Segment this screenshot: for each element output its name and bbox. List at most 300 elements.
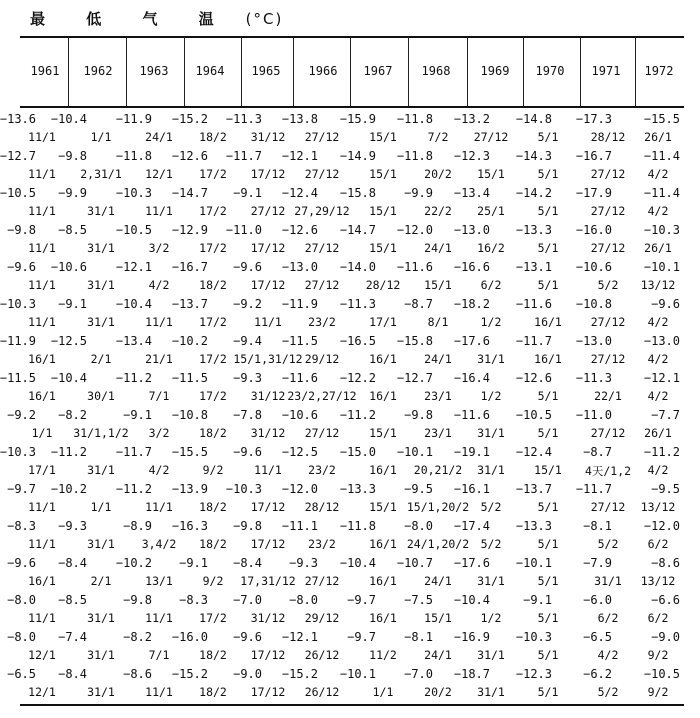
min-temp-date: 27/12 xyxy=(590,315,626,329)
min-temp-date: 18/2 xyxy=(199,130,227,144)
min-temp-value: −10.1 xyxy=(396,445,433,459)
min-temp-value: −9.8 xyxy=(123,593,152,607)
min-temp-date: 17/12 xyxy=(250,167,286,181)
min-temp-date: 31/1 xyxy=(477,426,505,440)
min-temp-date: 20,21/2 xyxy=(413,463,463,477)
min-temp-date: 4/2 xyxy=(148,278,170,292)
min-temp-date: 29/12 xyxy=(304,611,340,625)
min-temp-date: 12/1 xyxy=(28,648,56,662)
min-temp-date: 11/1 xyxy=(254,315,282,329)
min-temp-date: 17/12 xyxy=(250,537,286,551)
min-temp-date: 26/12 xyxy=(304,648,340,662)
min-temp-date: 17/2 xyxy=(199,389,227,403)
min-temp-value: −10.6 xyxy=(50,260,87,274)
top-rule xyxy=(20,36,684,38)
min-temp-value: −10.1 xyxy=(643,260,680,274)
min-temp-value: −9.9 xyxy=(404,186,433,200)
min-temp-value: −11.5 xyxy=(281,334,318,348)
min-temp-value: −13.4 xyxy=(453,186,490,200)
min-temp-date: 1/1 xyxy=(31,426,53,440)
min-temp-value: −6.5 xyxy=(583,630,612,644)
min-temp-value: −9.5 xyxy=(651,482,680,496)
min-temp-date: 17/2 xyxy=(199,204,227,218)
min-temp-date: 4/2 xyxy=(647,352,669,366)
min-temp-value: −9.3 xyxy=(289,556,318,570)
min-temp-value: −7.0 xyxy=(233,593,262,607)
year-header-cell: 1964 xyxy=(195,64,225,78)
min-temp-date: 3/2 xyxy=(148,241,170,255)
min-temp-value: −14.8 xyxy=(515,112,552,126)
min-temp-value: −18.7 xyxy=(453,667,490,681)
min-temp-value: −11.3 xyxy=(225,112,262,126)
min-temp-value: −9.6 xyxy=(7,260,36,274)
min-temp-date: 11/1 xyxy=(145,204,173,218)
min-temp-date: 24/1 xyxy=(145,130,173,144)
min-temp-date: 5/1 xyxy=(537,500,559,514)
min-temp-value: −11.0 xyxy=(575,408,612,422)
min-temp-value: −16.4 xyxy=(453,371,490,385)
min-temp-value: −11.9 xyxy=(115,112,152,126)
header-column-divider xyxy=(408,37,409,106)
min-temp-value: −16.0 xyxy=(171,630,208,644)
min-temp-date: 4天/1,2 xyxy=(584,464,632,478)
min-temp-value: −10.6 xyxy=(281,408,318,422)
min-temp-value: −13.0 xyxy=(453,223,490,237)
min-temp-date: 2,31/1 xyxy=(80,167,122,181)
min-temp-date: 3/2 xyxy=(148,426,170,440)
min-temp-value: −17.3 xyxy=(575,112,612,126)
min-temp-value: −8.3 xyxy=(179,593,208,607)
min-temp-value: −13.0 xyxy=(643,334,680,348)
min-temp-value: −16.5 xyxy=(339,334,376,348)
min-temp-value: −10.8 xyxy=(171,408,208,422)
min-temp-date: 9/2 xyxy=(202,463,224,477)
min-temp-date: 7/2 xyxy=(427,130,449,144)
min-temp-value: −13.9 xyxy=(171,482,208,496)
min-temp-date: 27/12 xyxy=(304,278,340,292)
header-column-divider xyxy=(523,37,524,106)
min-temp-date: 31/1 xyxy=(87,278,115,292)
min-temp-value: −9.5 xyxy=(404,482,433,496)
min-temp-date: 17/2 xyxy=(199,352,227,366)
min-temp-date: 22/1 xyxy=(594,389,622,403)
min-temp-value: −13.7 xyxy=(171,297,208,311)
bottom-rule xyxy=(20,704,684,706)
min-temp-date: 31/1 xyxy=(477,574,505,588)
min-temp-date: 4/2 xyxy=(647,204,669,218)
min-temp-value: −15.2 xyxy=(171,112,208,126)
min-temp-value: −11.6 xyxy=(453,408,490,422)
min-temp-value: −17.9 xyxy=(575,186,612,200)
min-temp-value: −7.5 xyxy=(404,593,433,607)
min-temp-date: 5/1 xyxy=(537,611,559,625)
min-temp-date: 27/12 xyxy=(250,204,286,218)
min-temp-date: 16/1 xyxy=(28,389,56,403)
min-temp-date: 15/1 xyxy=(369,426,397,440)
min-temp-date: 17/12 xyxy=(250,241,286,255)
min-temp-date: 15/1,20/2 xyxy=(406,500,470,514)
min-temp-date: 23/2 xyxy=(308,463,336,477)
year-header-cell: 1961 xyxy=(30,64,60,78)
min-temp-value: −13.4 xyxy=(115,334,152,348)
min-temp-date: 23/2 xyxy=(308,315,336,329)
min-temp-value: −11.2 xyxy=(115,482,152,496)
min-temp-date: 4/2 xyxy=(647,315,669,329)
min-temp-date: 31/12 xyxy=(250,389,286,403)
min-temp-value: −11.6 xyxy=(281,371,318,385)
min-temp-value: −15.0 xyxy=(339,445,376,459)
header-column-divider xyxy=(467,37,468,106)
min-temp-date: 31/12 xyxy=(250,611,286,625)
min-temp-date: 16/1 xyxy=(369,537,397,551)
min-temp-value: −9.7 xyxy=(347,593,376,607)
min-temp-date: 18/2 xyxy=(199,500,227,514)
min-temp-date: 1/1 xyxy=(90,130,112,144)
min-temp-date: 27/12 xyxy=(590,167,626,181)
min-temp-date: 5/2 xyxy=(480,537,502,551)
min-temp-date: 5/1 xyxy=(537,130,559,144)
min-temp-date: 17/1 xyxy=(369,315,397,329)
min-temp-date: 16/2 xyxy=(477,241,505,255)
min-temp-value: −11.4 xyxy=(643,186,680,200)
min-temp-date: 18/2 xyxy=(199,278,227,292)
min-temp-value: −9.9 xyxy=(58,186,87,200)
min-temp-date: 20/2 xyxy=(424,685,452,699)
min-temp-date: 24/1,20/2 xyxy=(406,537,470,551)
min-temp-value: −11.7 xyxy=(225,149,262,163)
min-temp-date: 8/1 xyxy=(427,315,449,329)
min-temp-value: −15.2 xyxy=(281,667,318,681)
min-temp-date: 31/1 xyxy=(477,463,505,477)
min-temp-value: −11.3 xyxy=(575,371,612,385)
min-temp-date: 11/1 xyxy=(145,500,173,514)
min-temp-value: −10.4 xyxy=(50,112,87,126)
min-temp-value: −19.1 xyxy=(453,445,490,459)
min-temp-date: 17/2 xyxy=(199,611,227,625)
min-temp-date: 1/2 xyxy=(480,315,502,329)
min-temp-value: −11.2 xyxy=(115,371,152,385)
min-temp-value: −10.3 xyxy=(643,223,680,237)
min-temp-date: 16/1 xyxy=(28,574,56,588)
min-temp-date: 30/1 xyxy=(87,389,115,403)
min-temp-date: 31/1 xyxy=(87,204,115,218)
min-temp-value: −11.7 xyxy=(515,334,552,348)
min-temp-date: 16/1 xyxy=(369,611,397,625)
min-temp-value: −11.7 xyxy=(115,445,152,459)
min-temp-date: 15/1 xyxy=(477,167,505,181)
min-temp-value: −9.1 xyxy=(179,556,208,570)
min-temp-date: 13/12 xyxy=(640,574,676,588)
min-temp-value: −9.6 xyxy=(651,297,680,311)
min-temp-value: −15.5 xyxy=(643,112,680,126)
min-temp-value: −13.2 xyxy=(453,112,490,126)
year-header-cell: 1966 xyxy=(308,64,338,78)
header-column-divider xyxy=(293,37,294,106)
min-temp-date: 11/1 xyxy=(28,167,56,181)
min-temp-value: −11.8 xyxy=(396,112,433,126)
min-temp-value: −6.6 xyxy=(651,593,680,607)
min-temp-value: −12.1 xyxy=(281,149,318,163)
min-temp-value: −10.2 xyxy=(115,556,152,570)
min-temp-value: −12.2 xyxy=(339,371,376,385)
min-temp-value: −9.1 xyxy=(123,408,152,422)
min-temp-value: −16.1 xyxy=(453,482,490,496)
min-temp-date: 31/12 xyxy=(250,426,286,440)
min-temp-date: 1/1 xyxy=(90,500,112,514)
min-temp-date: 24/1 xyxy=(424,648,452,662)
min-temp-value: −10.8 xyxy=(575,297,612,311)
min-temp-date: 5/1 xyxy=(537,278,559,292)
min-temp-date: 29/12 xyxy=(304,352,340,366)
min-temp-value: −8.1 xyxy=(404,630,433,644)
min-temp-value: −9.8 xyxy=(7,223,36,237)
min-temp-value: −7.9 xyxy=(583,556,612,570)
year-header-cell: 1967 xyxy=(363,64,393,78)
min-temp-date: 15/1 xyxy=(534,463,562,477)
min-temp-value: −10.5 xyxy=(115,223,152,237)
min-temp-value: −9.8 xyxy=(58,149,87,163)
min-temp-value: −8.9 xyxy=(123,519,152,533)
min-temp-value: −16.7 xyxy=(575,149,612,163)
min-temp-value: −9.7 xyxy=(7,482,36,496)
year-header-cell: 1963 xyxy=(139,64,169,78)
header-column-divider xyxy=(126,37,127,106)
min-temp-date: 18/2 xyxy=(199,685,227,699)
min-temp-value: −10.3 xyxy=(225,482,262,496)
min-temp-date: 16/1 xyxy=(369,352,397,366)
min-temp-date: 27/12 xyxy=(590,426,626,440)
min-temp-value: −11.6 xyxy=(396,260,433,274)
min-temp-value: −8.6 xyxy=(123,667,152,681)
min-temp-date: 7/1 xyxy=(148,389,170,403)
min-temp-value: −13.0 xyxy=(575,334,612,348)
min-temp-value: −12.6 xyxy=(281,223,318,237)
min-temp-date: 27/12 xyxy=(304,241,340,255)
min-temp-value: −11.5 xyxy=(171,371,208,385)
min-temp-value: −8.0 xyxy=(7,630,36,644)
min-temp-date: 11/1 xyxy=(28,130,56,144)
min-temp-value: −12.6 xyxy=(515,371,552,385)
min-temp-date: 2/1 xyxy=(90,574,112,588)
min-temp-value: −10.4 xyxy=(453,593,490,607)
min-temp-date: 15/1 xyxy=(369,204,397,218)
min-temp-value: −9.0 xyxy=(651,630,680,644)
min-temp-date: 31/1 xyxy=(477,352,505,366)
min-temp-date: 5/1 xyxy=(537,574,559,588)
min-temp-date: 7/1 xyxy=(148,648,170,662)
min-temp-date: 4/2 xyxy=(647,463,669,477)
min-temp-date: 1/2 xyxy=(480,611,502,625)
min-temp-value: −13.0 xyxy=(281,260,318,274)
min-temp-date: 27/12 xyxy=(304,426,340,440)
min-temp-date: 27/12 xyxy=(590,500,626,514)
min-temp-date: 15/1 xyxy=(369,167,397,181)
min-temp-date: 11/1 xyxy=(254,463,282,477)
min-temp-value: −8.3 xyxy=(7,519,36,533)
min-temp-value: −8.0 xyxy=(289,593,318,607)
min-temp-value: −6.2 xyxy=(583,667,612,681)
min-temp-value: −13.8 xyxy=(281,112,318,126)
min-temp-date: 13/1 xyxy=(145,574,173,588)
min-temp-date: 27/12 xyxy=(304,167,340,181)
min-temp-date: 26/1 xyxy=(644,426,672,440)
min-temp-date: 12/1 xyxy=(28,685,56,699)
min-temp-date: 11/2 xyxy=(369,648,397,662)
min-temp-value: −9.7 xyxy=(347,630,376,644)
min-temp-value: −10.5 xyxy=(515,408,552,422)
min-temp-value: −10.1 xyxy=(515,556,552,570)
min-temp-value: −16.3 xyxy=(171,519,208,533)
min-temp-date: 27/12 xyxy=(590,204,626,218)
min-temp-value: −17.4 xyxy=(453,519,490,533)
min-temp-date: 5/1 xyxy=(537,648,559,662)
min-temp-value: −7.4 xyxy=(58,630,87,644)
min-temp-value: −10.6 xyxy=(575,260,612,274)
min-temp-value: −8.0 xyxy=(7,593,36,607)
min-temp-date: 16/1 xyxy=(28,352,56,366)
min-temp-value: −8.5 xyxy=(58,223,87,237)
min-temp-date: 26/1 xyxy=(644,241,672,255)
min-temp-value: −8.7 xyxy=(583,445,612,459)
min-temp-date: 17/2 xyxy=(199,241,227,255)
min-temp-value: −8.1 xyxy=(583,519,612,533)
min-temp-date: 12/1 xyxy=(145,167,173,181)
min-temp-date: 11/1 xyxy=(28,611,56,625)
min-temp-date: 17,31/12 xyxy=(240,574,296,588)
min-temp-date: 5/1 xyxy=(537,537,559,551)
min-temp-date: 31/1 xyxy=(87,611,115,625)
min-temp-value: −12.3 xyxy=(453,149,490,163)
min-temp-date: 31/1 xyxy=(477,648,505,662)
min-temp-date: 27/12 xyxy=(590,241,626,255)
min-temp-date: 17/1 xyxy=(28,463,56,477)
min-temp-value: −8.6 xyxy=(651,556,680,570)
min-temp-date: 24/1 xyxy=(424,352,452,366)
min-temp-value: −15.8 xyxy=(396,334,433,348)
min-temp-date: 17/12 xyxy=(250,278,286,292)
min-temp-date: 27/12 xyxy=(304,574,340,588)
min-temp-value: −16.6 xyxy=(453,260,490,274)
min-temp-value: −9.2 xyxy=(7,408,36,422)
min-temp-date: 1/2 xyxy=(480,389,502,403)
min-temp-value: −17.6 xyxy=(453,334,490,348)
min-temp-value: −15.8 xyxy=(339,186,376,200)
title-text: 最 低 气 温 xyxy=(30,10,232,28)
min-temp-value: −10.3 xyxy=(115,186,152,200)
min-temp-value: −9.3 xyxy=(58,519,87,533)
min-temp-value: −10.3 xyxy=(515,630,552,644)
min-temp-date: 24/1 xyxy=(424,241,452,255)
min-temp-date: 9/2 xyxy=(202,574,224,588)
min-temp-value: −11.8 xyxy=(339,519,376,533)
min-temp-value: −12.9 xyxy=(171,223,208,237)
min-temp-date: 5/1 xyxy=(537,167,559,181)
min-temp-value: −12.3 xyxy=(515,667,552,681)
min-temp-value: −9.1 xyxy=(523,593,552,607)
min-temp-value: −15.5 xyxy=(171,445,208,459)
min-temp-date: 11/1 xyxy=(28,537,56,551)
min-temp-value: −11.3 xyxy=(339,297,376,311)
min-temp-value: −8.4 xyxy=(233,556,262,570)
min-temp-value: −11.8 xyxy=(115,149,152,163)
min-temp-value: −15.2 xyxy=(171,667,208,681)
min-temp-value: −13.3 xyxy=(515,519,552,533)
min-temp-date: 15/1 xyxy=(369,500,397,514)
min-temp-value: −12.7 xyxy=(396,371,433,385)
min-temp-date: 18/2 xyxy=(199,537,227,551)
min-temp-date: 28/12 xyxy=(304,500,340,514)
min-temp-value: −9.6 xyxy=(233,260,262,274)
min-temp-value: −10.4 xyxy=(115,297,152,311)
min-temp-date: 5/2 xyxy=(597,537,619,551)
min-temp-date: 6/2 xyxy=(480,278,502,292)
min-temp-value: −12.1 xyxy=(281,630,318,644)
min-temp-date: 16/1 xyxy=(369,389,397,403)
min-temp-date: 26/1 xyxy=(644,130,672,144)
min-temp-date: 16/1 xyxy=(369,463,397,477)
min-temp-value: −14.3 xyxy=(515,149,552,163)
min-temp-date: 15/1 xyxy=(369,241,397,255)
min-temp-date: 22/2 xyxy=(424,204,452,218)
min-temp-value: −9.8 xyxy=(233,519,262,533)
min-temp-date: 17/2 xyxy=(199,315,227,329)
min-temp-date: 4/2 xyxy=(647,167,669,181)
min-temp-value: −11.9 xyxy=(0,334,36,348)
min-temp-value: −7.7 xyxy=(651,408,680,422)
min-temp-value: −12.4 xyxy=(515,445,552,459)
min-temp-value: −8.0 xyxy=(404,519,433,533)
min-temp-date: 27,29/12 xyxy=(294,204,350,218)
min-temp-date: 9/2 xyxy=(647,648,669,662)
min-temp-value: −14.7 xyxy=(171,186,208,200)
min-temp-value: −13.6 xyxy=(0,112,36,126)
header-column-divider xyxy=(350,37,351,106)
min-temp-value: −10.3 xyxy=(0,297,36,311)
min-temp-date: 11/1 xyxy=(28,204,56,218)
min-temp-date: 17/12 xyxy=(250,685,286,699)
min-temp-date: 6/2 xyxy=(597,611,619,625)
min-temp-date: 16/1 xyxy=(369,574,397,588)
min-temp-value: −14.7 xyxy=(339,223,376,237)
min-temp-date: 11/1 xyxy=(145,611,173,625)
min-temp-value: −10.2 xyxy=(171,334,208,348)
min-temp-date: 6/2 xyxy=(647,537,669,551)
min-temp-value: −7.0 xyxy=(404,667,433,681)
min-temp-date: 5/1 xyxy=(537,426,559,440)
min-temp-value: −12.4 xyxy=(281,186,318,200)
min-temp-date: 18/2 xyxy=(199,426,227,440)
min-temp-date: 4/2 xyxy=(647,389,669,403)
table-title xyxy=(30,8,283,29)
min-temp-value: −8.7 xyxy=(404,297,433,311)
year-header-cell: 1968 xyxy=(421,64,451,78)
min-temp-date: 9/2 xyxy=(647,685,669,699)
min-temp-value: −9.6 xyxy=(233,630,262,644)
year-header-cell: 1965 xyxy=(251,64,281,78)
min-temp-date: 11/1 xyxy=(145,685,173,699)
min-temp-date: 31/1,1/2 xyxy=(73,426,129,440)
min-temp-date: 16/1 xyxy=(534,315,562,329)
min-temp-value: −10.4 xyxy=(339,556,376,570)
year-header-cell: 1970 xyxy=(535,64,565,78)
min-temp-value: −12.0 xyxy=(396,223,433,237)
min-temp-date: 5/1 xyxy=(537,204,559,218)
min-temp-date: 16/1 xyxy=(534,352,562,366)
min-temp-date: 15/1 xyxy=(424,278,452,292)
min-temp-value: −9.4 xyxy=(233,334,262,348)
min-temp-date: 11/1 xyxy=(145,315,173,329)
min-temp-date: 13/12 xyxy=(640,278,676,292)
